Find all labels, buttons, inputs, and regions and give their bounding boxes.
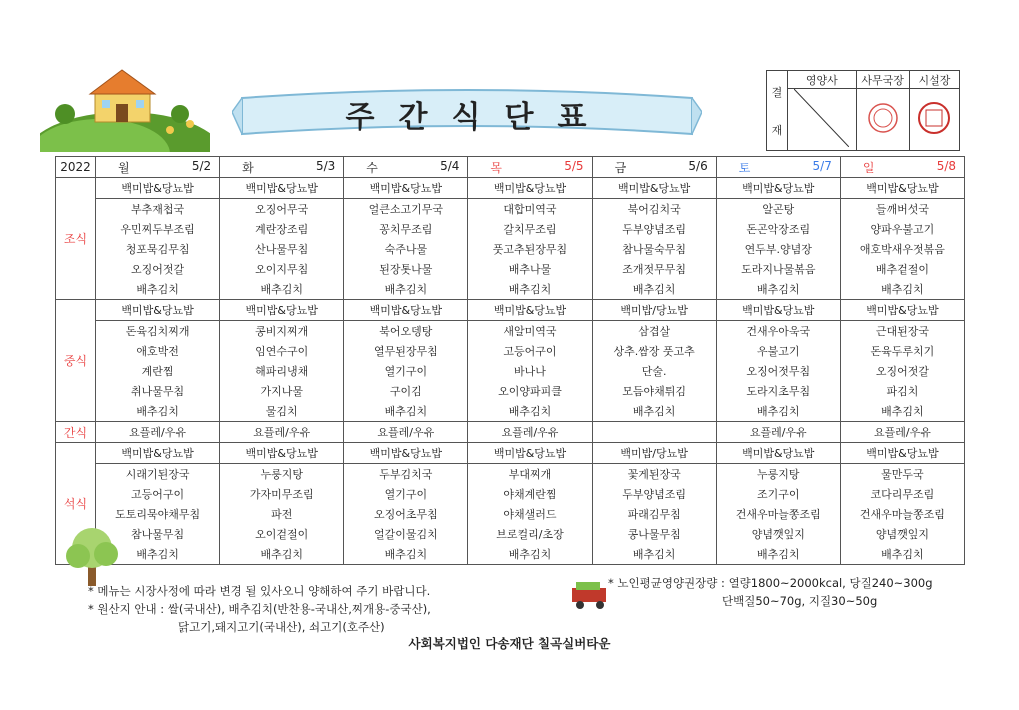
menu-item: 배추김치 xyxy=(592,544,716,565)
menu-item: 백미밥&당뇨밥 xyxy=(716,300,840,321)
menu-item: 백미밥/당뇨밥 xyxy=(592,300,716,321)
menu-item: 백미밥&당뇨밥 xyxy=(716,443,840,464)
menu-item: 취나물무침 xyxy=(96,381,220,401)
menu-item: 근대된장국 xyxy=(840,321,964,342)
cart-illustration xyxy=(568,580,612,610)
menu-item: 고등어구이 xyxy=(468,341,592,361)
menu-item: 두부김치국 xyxy=(344,464,468,485)
menu-item: 건새우마늘쫑조림 xyxy=(716,504,840,524)
day-header-row xyxy=(56,157,965,178)
menu-item: 오이양파피클 xyxy=(468,381,592,401)
menu-item: 배추김치 xyxy=(840,401,964,422)
day-header-6 xyxy=(840,157,964,178)
table-row xyxy=(56,341,965,361)
day-date: 5/2 xyxy=(191,158,212,173)
table-row xyxy=(56,239,965,259)
menu-item: 갈치무조림 xyxy=(468,219,592,239)
menu-item: 오징어젓갈 xyxy=(840,361,964,381)
menu-item: 돈육김치찌개 xyxy=(96,321,220,342)
menu-item: 북어오뎅탕 xyxy=(344,321,468,342)
menu-item: 돈육두루치기 xyxy=(840,341,964,361)
origin-notice-line1: * 원산지 안내 : 쌀(국내산), 배추김치(반찬용-국내산,찌개용-중국산), xyxy=(88,602,431,616)
menu-item: 콩나물무침 xyxy=(592,524,716,544)
menu-item: 오징어젓갈 xyxy=(96,259,220,279)
menu-item: 청포묵김무침 xyxy=(96,239,220,259)
menu-item: 백미밥&당뇨밥 xyxy=(840,300,964,321)
menu-item: 우민찌두부조림 xyxy=(96,219,220,239)
menu-item: 연두부.양념장 xyxy=(716,239,840,259)
title-char: 간 xyxy=(398,100,430,135)
table-row xyxy=(56,484,965,504)
nutrition-notice-line1: * 노인평균영양권장량 : 열량1800~2000kcal, 당질240~300g xyxy=(608,576,933,590)
menu-item: 오징어초무침 xyxy=(344,504,468,524)
menu-item: 요플레/우유 xyxy=(96,422,220,443)
menu-item: 도토리묵야채무침 xyxy=(96,504,220,524)
menu-item: 배추김치 xyxy=(96,401,220,422)
menu-item: 백미밥/당뇨밥 xyxy=(592,443,716,464)
table-row xyxy=(56,279,965,300)
organization-footer: 사회복지법인 다송재단 칠곡실버타운 xyxy=(408,636,611,651)
menu-item: 두부양념조림 xyxy=(592,484,716,504)
day-header-4 xyxy=(592,157,716,178)
approval-box xyxy=(766,70,960,151)
menu-item: 브로컬리/초장 xyxy=(468,524,592,544)
menu-item: 단술. xyxy=(592,361,716,381)
menu-item: 배추김치 xyxy=(96,544,220,565)
menu-item: 백미밥&당뇨밥 xyxy=(344,443,468,464)
day-header-5 xyxy=(716,157,840,178)
menu-item: 백미밥&당뇨밥 xyxy=(220,178,344,199)
menu-item: 참나물무침 xyxy=(96,524,220,544)
table-row xyxy=(56,199,965,220)
menu-item: 가지나물 xyxy=(220,381,344,401)
menu-item: 두부양념조림 xyxy=(592,219,716,239)
year-cell: 2022 xyxy=(56,157,96,178)
menu-item: 요플레/우유 xyxy=(344,422,468,443)
menu-item: 백미밥&당뇨밥 xyxy=(96,443,220,464)
menu-item: 배추김치 xyxy=(592,279,716,300)
day-header-2 xyxy=(344,157,468,178)
title-char: 식 xyxy=(451,100,483,135)
change-notice: * 메뉴는 시장사정에 따라 변경 될 있사오니 양해하여 주기 바랍니다. xyxy=(88,584,431,598)
menu-item: 배추김치 xyxy=(344,544,468,565)
menu-item: 백미밥&당뇨밥 xyxy=(220,443,344,464)
menu-item: 배추겉절이 xyxy=(840,259,964,279)
menu-item: 대합미역국 xyxy=(468,199,592,220)
menu-item: 누룽지탕 xyxy=(220,464,344,485)
menu-item: 돈곤악장조림 xyxy=(716,219,840,239)
approval-slot-stamp xyxy=(856,89,909,151)
table-row xyxy=(56,321,965,342)
menu-item: 요플레/우유 xyxy=(716,422,840,443)
day-date: 5/8 xyxy=(936,158,956,173)
menu-item: 코다리무조림 xyxy=(840,484,964,504)
menu-item: 배추김치 xyxy=(840,544,964,565)
menu-item: 배추김치 xyxy=(468,279,592,300)
day-name: 금 xyxy=(614,160,627,175)
day-date: 5/5 xyxy=(564,158,584,173)
approval-label-top: 결 xyxy=(771,85,783,99)
meal-label: 중식 xyxy=(56,300,96,422)
menu-item: 열기구이 xyxy=(344,361,468,381)
approval-label xyxy=(767,71,788,151)
table-row xyxy=(56,524,965,544)
menu-item: 백미밥&당뇨밥 xyxy=(468,443,592,464)
menu-item: 백미밥&당뇨밥 xyxy=(220,300,344,321)
menu-item: 오이지무침 xyxy=(220,259,344,279)
menu-item: 파전 xyxy=(220,504,344,524)
day-name: 목 xyxy=(490,160,503,175)
table-row xyxy=(56,361,965,381)
menu-item: 임연수구이 xyxy=(220,341,344,361)
menu-item: 열기구이 xyxy=(344,484,468,504)
weekly-menu-table xyxy=(55,156,965,565)
menu-item: 북어김치국 xyxy=(592,199,716,220)
menu-item: 계란장조림 xyxy=(220,219,344,239)
menu-item: 새알미역국 xyxy=(468,321,592,342)
menu-item: 백미밥&당뇨밥 xyxy=(344,300,468,321)
menu-item: 들깨버섯국 xyxy=(840,199,964,220)
approval-slot-blank xyxy=(788,89,857,151)
menu-item: 배추나물 xyxy=(468,259,592,279)
menu-item: 꽃게된장국 xyxy=(592,464,716,485)
day-header-1 xyxy=(220,157,344,178)
menu-item: 배추김치 xyxy=(220,279,344,300)
house-illustration xyxy=(40,62,210,152)
menu-item: 도라지나물볶음 xyxy=(716,259,840,279)
day-name: 수 xyxy=(366,160,378,175)
day-name: 월 xyxy=(118,160,130,175)
menu-item: 된장톳나물 xyxy=(344,259,468,279)
menu-item: 백미밥&당뇨밥 xyxy=(716,178,840,199)
menu-item: 배추김치 xyxy=(468,544,592,565)
day-name: 화 xyxy=(242,160,254,175)
menu-item: 꽁치무조림 xyxy=(344,219,468,239)
menu-item: 누룽지탕 xyxy=(716,464,840,485)
menu-item: 산나물무침 xyxy=(220,239,344,259)
menu-item: 조개젓무무침 xyxy=(592,259,716,279)
title-char: 단 xyxy=(504,100,536,135)
menu-item: 오징어무국 xyxy=(220,199,344,220)
table-row xyxy=(56,504,965,524)
title-char: 주 xyxy=(345,100,377,135)
day-header-3 xyxy=(468,157,592,178)
menu-item: 부추재첩국 xyxy=(96,199,220,220)
menu-item: 가자미무조림 xyxy=(220,484,344,504)
menu-item: 도라지초무침 xyxy=(716,381,840,401)
menu-item: 양념깻잎지 xyxy=(716,524,840,544)
menu-item: 배추김치 xyxy=(220,544,344,565)
table-row xyxy=(56,300,965,321)
menu-item: 얼큰소고기무국 xyxy=(344,199,468,220)
meal-label: 조식 xyxy=(56,178,96,300)
menu-item: 백미밥&당뇨밥 xyxy=(468,178,592,199)
approval-role: 사무국장 xyxy=(856,71,909,89)
table-row xyxy=(56,259,965,279)
table-row xyxy=(56,219,965,239)
approval-slot-stamp xyxy=(909,89,959,151)
menu-item: 배추김치 xyxy=(716,544,840,565)
menu-item: 애호박새우젓볶음 xyxy=(840,239,964,259)
table-row xyxy=(56,443,965,464)
approval-role: 영양사 xyxy=(788,71,857,89)
menu-item: 야채계란찜 xyxy=(468,484,592,504)
strike-line xyxy=(794,89,849,147)
menu-item: 참나물숙무침 xyxy=(592,239,716,259)
menu-item: 열무된장무침 xyxy=(344,341,468,361)
menu-item: 배추김치 xyxy=(592,401,716,422)
table-row xyxy=(56,422,965,443)
table-row xyxy=(56,401,965,422)
menu-item: 요플레/우유 xyxy=(468,422,592,443)
menu-item: 알곤탕 xyxy=(716,199,840,220)
menu-item: 우불고기 xyxy=(716,341,840,361)
day-header-0 xyxy=(96,157,220,178)
menu-item: 배추김치 xyxy=(96,279,220,300)
menu-item: 애호박전 xyxy=(96,341,220,361)
menu-item: 오징어젓무침 xyxy=(716,361,840,381)
approval-label-bottom: 재 xyxy=(771,123,783,137)
nutrition-notice-line2: 단백질50~70g, 지질30~50g xyxy=(722,594,878,608)
menu-item: 모듬야채튀김 xyxy=(592,381,716,401)
day-name: 일 xyxy=(862,160,875,175)
table-row xyxy=(56,381,965,401)
table-row xyxy=(56,464,965,485)
menu-item: 배추김치 xyxy=(716,401,840,422)
menu-item: 백미밥&당뇨밥 xyxy=(96,178,220,199)
menu-item: 배추김치 xyxy=(468,401,592,422)
menu-item: 구이김 xyxy=(344,381,468,401)
menu-item: 조기구이 xyxy=(716,484,840,504)
menu-item: 파김치 xyxy=(840,381,964,401)
menu-item: 백미밥&당뇨밥 xyxy=(468,300,592,321)
menu-item: 계란찜 xyxy=(96,361,220,381)
menu-item: 백미밥&당뇨밥 xyxy=(592,178,716,199)
seal-stamp-icon xyxy=(914,98,954,138)
title-banner xyxy=(232,84,702,144)
approval-role: 시설장 xyxy=(909,71,959,89)
menu-item: 백미밥&당뇨밥 xyxy=(96,300,220,321)
menu-item: 얼갈이물김치 xyxy=(344,524,468,544)
menu-item: 물김치 xyxy=(220,401,344,422)
menu-item: 바나나 xyxy=(468,361,592,381)
menu-item: 배추김치 xyxy=(344,279,468,300)
menu-item xyxy=(592,422,716,443)
menu-item: 야채샐러드 xyxy=(468,504,592,524)
day-name: 토 xyxy=(738,160,751,175)
menu-item: 숙주나물 xyxy=(344,239,468,259)
menu-item: 요플레/우유 xyxy=(220,422,344,443)
menu-item: 고등어구이 xyxy=(96,484,220,504)
title-char: 표 xyxy=(557,100,589,135)
day-date: 5/3 xyxy=(315,158,336,173)
day-date: 5/7 xyxy=(812,158,832,173)
page-title xyxy=(232,84,702,144)
menu-item: 건새우마늘쫑조림 xyxy=(840,504,964,524)
menu-item: 백미밥&당뇨밥 xyxy=(344,178,468,199)
menu-item: 배추김치 xyxy=(840,279,964,300)
meal-label: 간식 xyxy=(56,422,96,443)
menu-item: 백미밥&당뇨밥 xyxy=(840,178,964,199)
menu-item: 배추김치 xyxy=(716,279,840,300)
menu-item: 배추김치 xyxy=(344,401,468,422)
meal-label: 석식 xyxy=(56,443,96,565)
day-date: 5/6 xyxy=(688,158,708,173)
menu-item: 파래김무침 xyxy=(592,504,716,524)
origin-notice-line2: 닭고기,돼지고기(국내산), 쇠고기(호주산) xyxy=(178,620,385,634)
table-row xyxy=(56,178,965,199)
menu-item: 건새우아욱국 xyxy=(716,321,840,342)
menu-item: 상추.쌈장 풋고추 xyxy=(592,341,716,361)
menu-item: 오이겉절이 xyxy=(220,524,344,544)
menu-item: 물만두국 xyxy=(840,464,964,485)
menu-item: 콩비지찌개 xyxy=(220,321,344,342)
menu-item: 백미밥&당뇨밥 xyxy=(840,443,964,464)
menu-item: 시래기된장국 xyxy=(96,464,220,485)
menu-item: 삼겹살 xyxy=(592,321,716,342)
seal-stamp-icon xyxy=(863,98,903,138)
menu-item: 요플레/우유 xyxy=(840,422,964,443)
menu-item: 양념깻잎지 xyxy=(840,524,964,544)
menu-item: 양파우불고기 xyxy=(840,219,964,239)
menu-item: 해파리냉채 xyxy=(220,361,344,381)
menu-item: 부대찌개 xyxy=(468,464,592,485)
tree-illustration xyxy=(58,520,128,590)
menu-item: 풋고추된장무침 xyxy=(468,239,592,259)
table-row xyxy=(56,544,965,565)
day-date: 5/4 xyxy=(440,158,460,173)
